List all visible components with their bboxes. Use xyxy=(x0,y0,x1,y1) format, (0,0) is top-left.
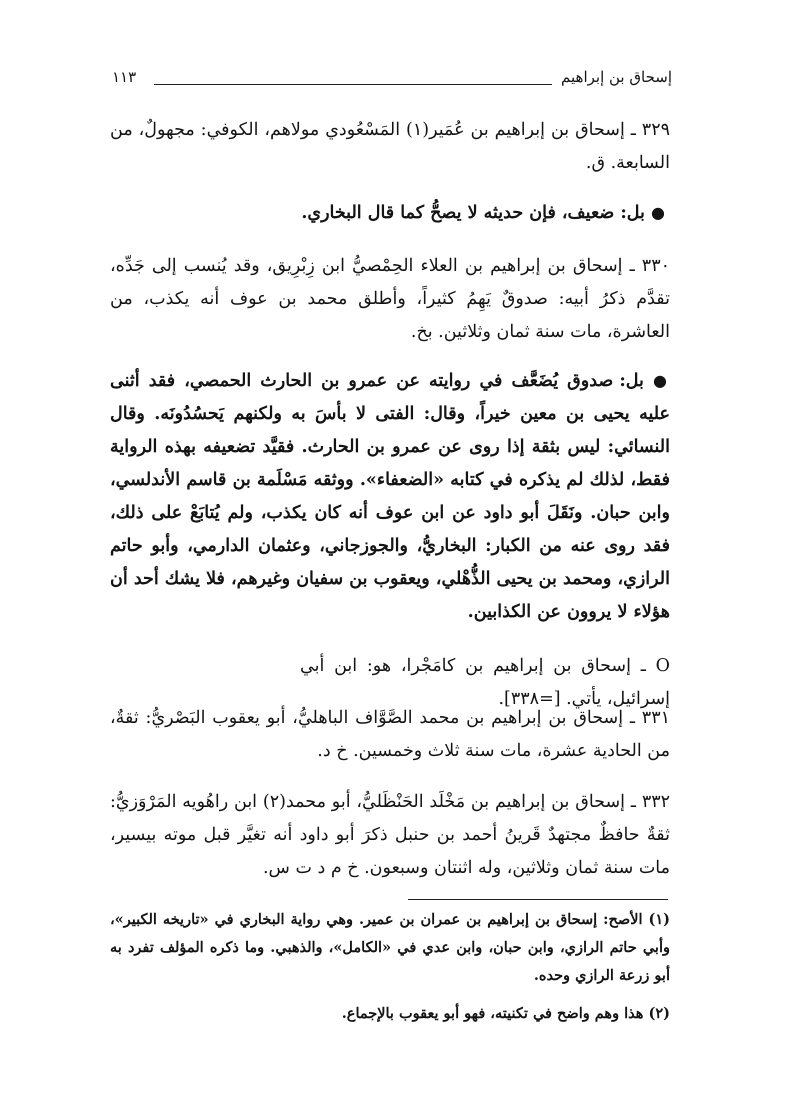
bullet-icon: ● xyxy=(651,203,665,222)
footnote-separator xyxy=(408,899,668,900)
header-title: إسحاق بن إبراهيم xyxy=(561,68,672,86)
footnote-2: (٢) هذا وهم واضح في تكنيته، فهو أبو يعقوب بالإجماع. xyxy=(341,1005,670,1022)
correction-text: بل: صدوق يُضَعَّف في روايته عن عمرو بن الحارث الحمصي، فقد أثنى عليه يحيى بن معين خيراً، وقال: الفتى لا بأسَ به ولكنهم يَحسُدُونَه. وقال النسائي: ليس بثقة إذا روى عن عمرو بن الحارث. فقيَّد تضعيفه بهذه الرواية فقط، لذلك لم يذكره في كتابه «الضعفاء». ووثقه مَسْلَمة بن قاسم الأندلسي، وابن حبان. ونَقَلَ أبو داود عن ابن عوف أنه كان يكذب، ولم يُتابَعْ على ذلك، فقد روى عنه من الكبار: البخاريُّ، والجوزجاني، وعثمان الدارمي، وأبو حاتم الرازي، ومحمد بن يحيى الذُّهْلي، ويعقوب بن سفيان وغيرهم، فلا يشك أحد أن هؤلاء لا يروون عن الكذابين. xyxy=(110,371,670,622)
entry-330: ٣٣٠ ـ إسحاق بن إبراهيم بن العلاء الحِمْصيُّ ابن زِبْرِيق، وقد يُنسب إلى جَدِّه، تقدَّم ذكرُ أبيه: صدوقٌ يَهِمُ كثيراً، وأطلق محمد بن عوف أنه يكذب، من العاشرة، مات سنة ثمان وثلاثين. بخ. xyxy=(110,256,670,342)
page-number: ١١٣ xyxy=(112,68,137,86)
entry-329: ٣٢٩ ـ إسحاق بن إبراهيم بن عُمَير(١) المَسْعُودي مولاهم، الكوفي: مجهولٌ، من السابعة. ق. xyxy=(110,120,670,173)
entry-329-correction xyxy=(250,196,665,230)
correction-text: بل: ضعيف، فإن حديثه لا يصحُّ كما قال البخاري. xyxy=(301,203,645,223)
entry-kamjara-crossref: O ـ إسحاق بن إبراهيم بن كامَجْرا، هو: ابن أبي إسرائيل، يأتي. [=٣٣٨]. xyxy=(300,656,670,709)
running-header xyxy=(112,62,672,92)
entry-330-correction xyxy=(110,364,670,629)
entry-331: ٣٣١ ـ إسحاق بن إبراهيم بن محمد الصَّوَّاف الباهليُّ، أبو يعقوب البَصْريُّ: ثقةٌ، من الحادية عشرة، مات سنة ثلاث وخمسين. خ د. xyxy=(110,708,670,761)
header-rule xyxy=(154,84,552,85)
bullet-icon: ● xyxy=(653,371,671,390)
footnote-1: (١) الأصح: إسحاق بن إبراهيم بن عمران بن عمير. وهي رواية البخاري في «تاريخه الكبير»، وأبي حاتم الرازي، وابن حبان، وابن عدي في «الكامل»، والذهبي. وما ذكره المؤلف تفرد به أبو زرعة الرازي وحده. xyxy=(110,911,670,984)
entry-332: ٣٣٢ ـ إسحاق بن إبراهيم بن مَخْلَد الحَنْظَليُّ، أبو محمد(٢) ابن راهُويه المَرْوَزيُّ: ثقةٌ حافظٌ مجتهدٌ قَرينُ أحمد بن حنبل ذكرَ أبو داود أنه تغيَّر قبل موته بيسير، مات سنة ثمان وثلاثين، وله اثنتان وسبعون. خ م د ت س. xyxy=(110,792,671,878)
